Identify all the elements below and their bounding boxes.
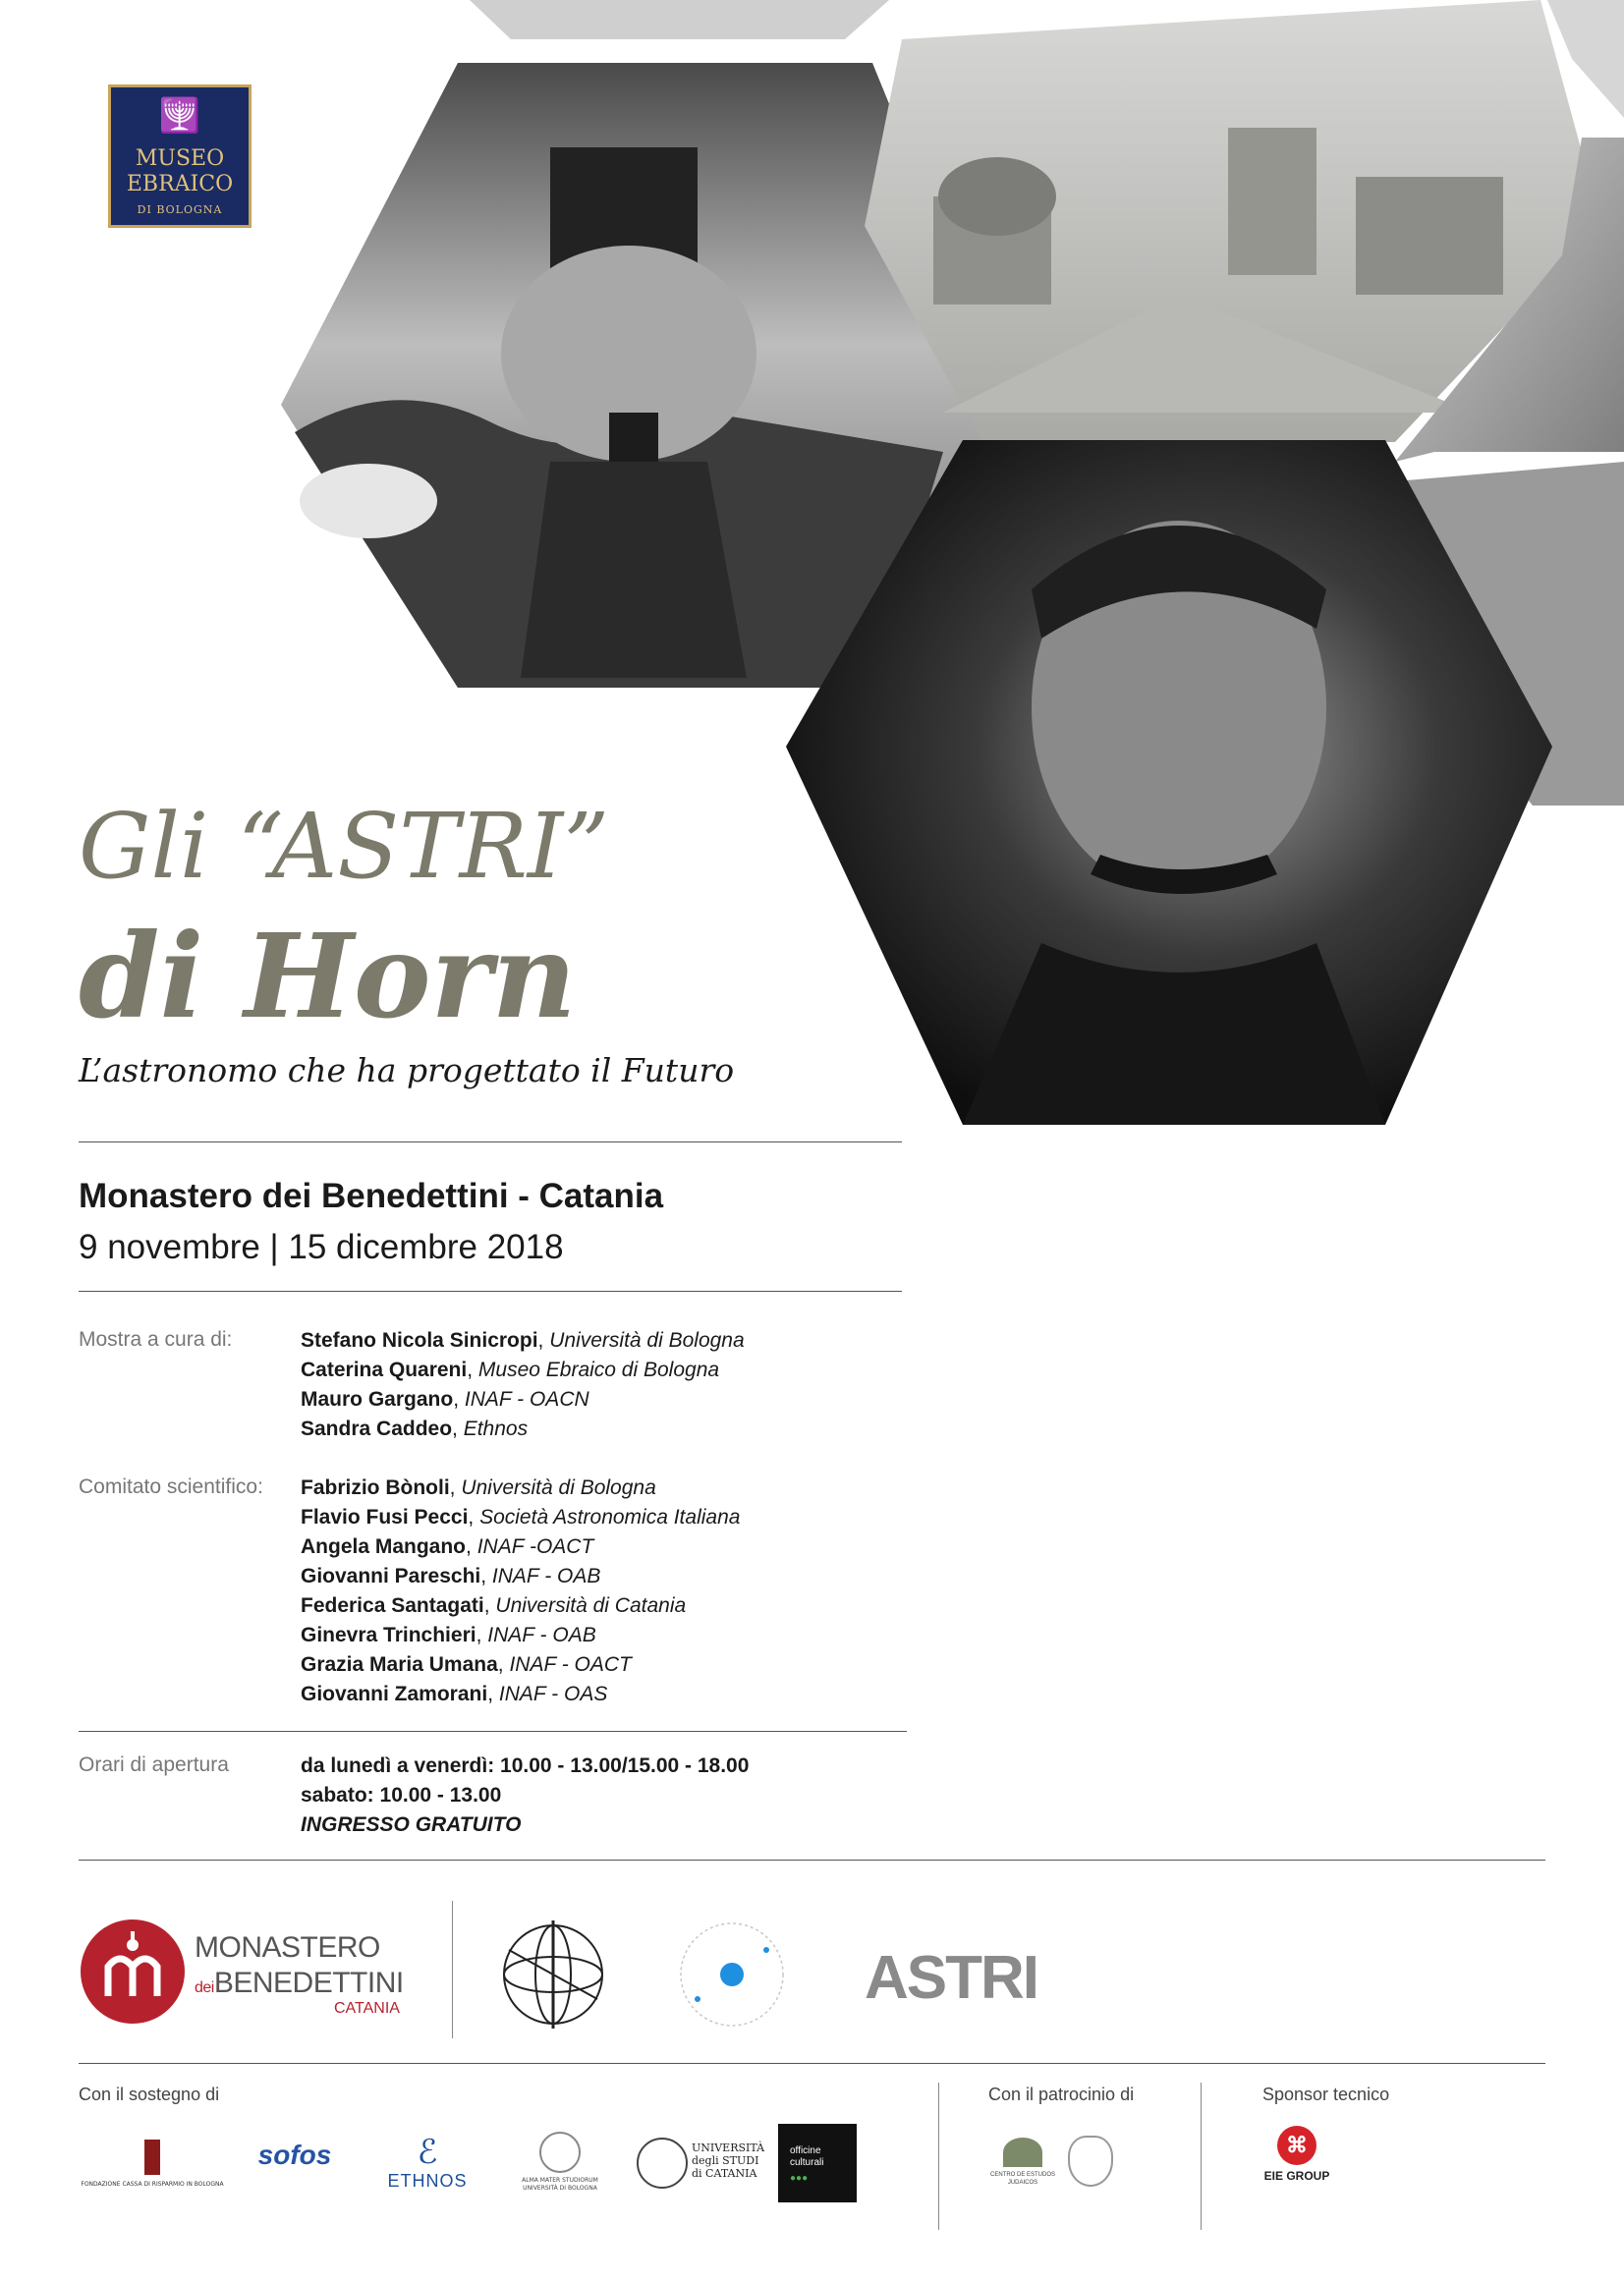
person-affiliation: INAF - OAS bbox=[498, 1683, 608, 1705]
person-affiliation: Museo Ebraico di Bologna bbox=[477, 1359, 720, 1381]
museo-logo-line1: MUSEO bbox=[135, 146, 225, 171]
alma-mater-logo bbox=[511, 2132, 609, 2193]
hexagon-top-partial bbox=[470, 0, 889, 39]
person-affiliation: INAF - OAB bbox=[487, 1624, 596, 1646]
committee-list bbox=[301, 1474, 740, 1709]
person-affiliation: Ethnos bbox=[463, 1418, 529, 1440]
list-item: Fabrizio Bònoli, Università di Bologna bbox=[301, 1476, 656, 1499]
officine-culturali-logo bbox=[778, 2124, 857, 2202]
person-name: Mauro Gargano bbox=[301, 1388, 454, 1411]
person-name: Flavio Fusi Pecci bbox=[301, 1506, 469, 1529]
list-item: Angela Mangano, INAF -OACT bbox=[301, 1535, 594, 1558]
monastero-benedettini-logo bbox=[79, 1918, 413, 2026]
hours-label: Orari di apertura bbox=[79, 1753, 229, 1776]
astri-logo: ASTRI bbox=[865, 1944, 1037, 2012]
sofos-logo-text: sofos bbox=[257, 2140, 332, 2170]
monastero-logo-benedettini: BENEDETTINI bbox=[213, 1967, 404, 1999]
person-affiliation: INAF - OACT bbox=[509, 1653, 632, 1676]
divider-4 bbox=[79, 1860, 1545, 1861]
list-item: Ginevra Trinchieri, INAF - OAB bbox=[301, 1624, 596, 1646]
ethnos-logo bbox=[378, 2134, 476, 2192]
patronage-seal-logo bbox=[1066, 2136, 1115, 2187]
ethnos-logo-text: ETHNOS bbox=[387, 2171, 468, 2191]
officine-dots-icon: ●●● bbox=[790, 2173, 809, 2184]
hours-weekdays-text: da lunedì a venerdì: 10.00 - 13.00/15.00 - 18.00 bbox=[301, 1754, 750, 1777]
societa-astronomica-logo bbox=[479, 1911, 627, 2038]
eie-group-logo bbox=[1262, 2126, 1331, 2183]
list-item: Stefano Nicola Sinicropi, Università di Bologna bbox=[301, 1329, 745, 1352]
unict-logo-text: UNIVERSITÀ degli STUDI di CATANIA bbox=[692, 2142, 765, 2180]
monastero-logo-line2 bbox=[195, 1967, 404, 2000]
person-affiliation: Università di Bologna bbox=[549, 1329, 745, 1352]
patronage-label: Con il patrocinio di bbox=[988, 2085, 1135, 2104]
divider-5 bbox=[79, 2063, 1545, 2064]
exhibition-dates: 9 novembre | 15 dicembre 2018 bbox=[79, 1228, 564, 1266]
monastero-emblem-icon bbox=[79, 1918, 187, 2026]
person-name: Sandra Caddeo bbox=[301, 1418, 453, 1440]
person-affiliation: INAF - OAB bbox=[491, 1565, 601, 1587]
hours-weekdays bbox=[301, 1752, 749, 1781]
list-item: Mauro Gargano, INAF - OACN bbox=[301, 1388, 589, 1411]
person-affiliation: Università di Catania bbox=[495, 1594, 687, 1617]
curators-list bbox=[301, 1326, 745, 1444]
list-item: Caterina Quareni, Museo Ebraico di Bologna bbox=[301, 1359, 720, 1381]
person-name: Caterina Quareni bbox=[301, 1359, 468, 1381]
hours-saturday-text: sabato: 10.00 - 13.00 bbox=[301, 1784, 502, 1807]
divider-3 bbox=[79, 1731, 907, 1732]
centro-logo-text: CENTRO DE ESTUDOS JUDAICOS bbox=[989, 2172, 1055, 2186]
list-item: Giovanni Zamorani, INAF - OAS bbox=[301, 1683, 608, 1705]
inaf-logo bbox=[668, 1911, 796, 2038]
person-name: Giovanni Pareschi bbox=[301, 1565, 481, 1587]
museo-ebraico-logo bbox=[108, 84, 252, 228]
eie-logo-text: EIE GROUP bbox=[1263, 2169, 1330, 2183]
museo-logo-line2: EBRAICO bbox=[126, 172, 234, 196]
person-name: Ginevra Trinchieri bbox=[301, 1624, 476, 1646]
unict-logo bbox=[637, 2138, 766, 2187]
fondazione-logo-text: FONDAZIONE CASSA DI RISPARMIO IN BOLOGNA bbox=[81, 2181, 224, 2188]
patronage-seal-icon bbox=[1068, 2136, 1113, 2187]
divider-2 bbox=[79, 1291, 902, 1292]
logo-divider bbox=[452, 1901, 453, 2038]
fondazione-logo bbox=[79, 2140, 226, 2189]
monastero-logo-line1: MONASTERO bbox=[195, 1931, 380, 1964]
curators-label: Mostra a cura di: bbox=[79, 1328, 233, 1351]
ethnos-emblem-icon: ℰ bbox=[417, 2134, 438, 2171]
fondazione-emblem-icon bbox=[144, 2140, 160, 2175]
person-affiliation: INAF -OACT bbox=[476, 1535, 594, 1558]
alma-mater-logo-text: ALMA MATER STUDIORUM UNIVERSITÀ DI BOLOGNA bbox=[522, 2177, 598, 2192]
list-item: Grazia Maria Umana, INAF - OACT bbox=[301, 1653, 632, 1676]
title-line-1: Gli “ASTRI” bbox=[79, 794, 610, 899]
divider-1 bbox=[79, 1141, 902, 1142]
menorah-icon: 🕎 bbox=[158, 96, 201, 136]
title-line-2: di Horn bbox=[79, 908, 577, 1044]
officine-logo-text: officine culturali bbox=[790, 2145, 824, 2168]
person-affiliation: Università di Bologna bbox=[461, 1476, 656, 1499]
footer-divider-1 bbox=[938, 2083, 939, 2230]
person-name: Fabrizio Bònoli bbox=[301, 1476, 450, 1499]
entry-free-text: INGRESSO GRATUITO bbox=[301, 1813, 522, 1836]
monastero-logo-line3: CATANIA bbox=[334, 2000, 400, 2017]
support-label: Con il sostegno di bbox=[79, 2085, 220, 2104]
unict-seal-icon bbox=[637, 2138, 688, 2189]
committee-label: Comitato scientifico: bbox=[79, 1475, 263, 1498]
person-name: Grazia Maria Umana bbox=[301, 1653, 498, 1676]
list-item: Federica Santagati, Università di Catania bbox=[301, 1594, 687, 1617]
hours-saturday bbox=[301, 1781, 749, 1810]
person-name: Stefano Nicola Sinicropi bbox=[301, 1329, 538, 1352]
list-item: Sandra Caddeo, Ethnos bbox=[301, 1418, 529, 1440]
person-affiliation: Società Astronomica Italiana bbox=[479, 1506, 741, 1529]
subtitle: L’astronomo che ha progettato il Futuro bbox=[79, 1051, 735, 1089]
entry-note bbox=[301, 1810, 749, 1840]
person-name: Giovanni Zamorani bbox=[301, 1683, 488, 1705]
monastero-logo-dei: dei bbox=[195, 1979, 214, 1996]
centro-emblem-icon bbox=[1003, 2138, 1042, 2167]
hours-list bbox=[301, 1752, 749, 1840]
venue-name: Monastero dei Benedettini - Catania bbox=[79, 1177, 664, 1215]
alma-mater-seal-icon bbox=[539, 2132, 581, 2173]
footer-divider-2 bbox=[1201, 2083, 1202, 2230]
museo-logo-line3: DI BOLOGNA bbox=[137, 203, 223, 216]
person-name: Federica Santagati bbox=[301, 1594, 484, 1617]
person-affiliation: INAF - OACN bbox=[464, 1388, 589, 1411]
sofos-logo bbox=[241, 2140, 349, 2171]
list-item: Flavio Fusi Pecci, Società Astronomica Italiana bbox=[301, 1506, 741, 1529]
centro-estudos-logo bbox=[988, 2138, 1057, 2187]
eie-emblem-icon: ⌘ bbox=[1277, 2126, 1316, 2165]
list-item: Giovanni Pareschi, INAF - OAB bbox=[301, 1565, 601, 1587]
sponsor-label: Sponsor tecnico bbox=[1262, 2085, 1390, 2104]
person-name: Angela Mangano bbox=[301, 1535, 467, 1558]
